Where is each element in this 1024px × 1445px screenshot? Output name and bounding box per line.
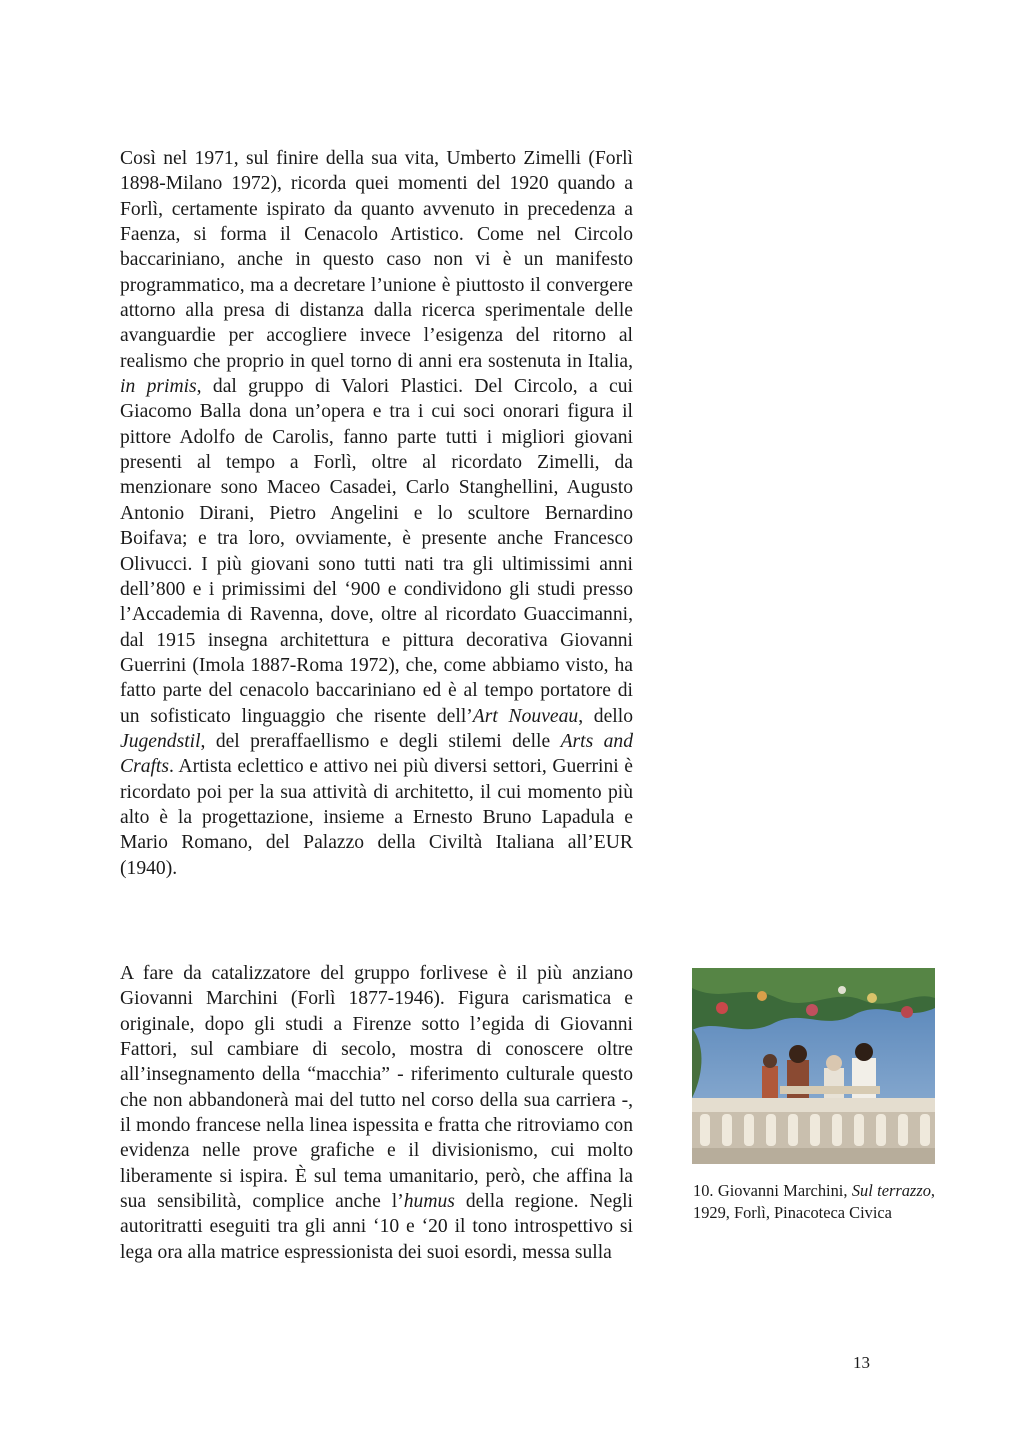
text-run: , 1929, Forlì, Pinacoteca Civica xyxy=(693,1181,935,1222)
page-number: 13 xyxy=(853,1353,870,1372)
italic-text: in primis xyxy=(120,376,197,398)
text-run: Così nel 1971, sul finire della sua vita, Umberto Zimelli (Forlì 1898-Milano 1972), ricorda quei momenti del 1920 quando a Forlì, certamente ispirato da quanto avvenuto in precedenza a Faenza, si forma il Cenacolo Artistico. Come nel Circolo baccariniano, anche in questo caso non vi è un manifesto programmatico, ma a decretare l’unione è piuttosto il convergere attorno alla presa di distanza dalla ricerca sperimentale delle avanguardie per accogliere invece l’esigenza del ritorno al realismo che proprio in quel torno di anni era sostenuta in Italia, xyxy=(120,148,633,372)
italic-text: Arts and Crafts xyxy=(120,730,633,778)
painting-sul-terrazzo-image xyxy=(692,968,935,1164)
text-run: A fare da catalizzatore del gruppo forlivese è il più anziano Giovanni Marchini (Forlì 1877-1946). Figura carismatica e originale, dopo gli studi a Firenze sotto l’egida di Giovanni Fattori, sul cambiare di secolo, mostra di conoscere oltre all’insegnamento della “macchia” - riferimento culturale questo che non abbandonerà mai del tutto nel corso della sua carriera -, il mondo francese nella linea ispessita e fratta che ritroviamo con evidenza nelle prove grafiche e il divisionismo, cui molto liberamente si ispira. È sul tema umanitario, però, che affina la sua sensibilità, complice anche l’ xyxy=(120,963,633,1213)
text-run: della regione. Negli autoritratti eseguiti tra gli anni ‘10 e ‘20 il tono introspettivo si lega ora alla matrice espressionista dei suoi esordi, messa sulla xyxy=(120,1191,633,1263)
italic-text: humus xyxy=(403,1191,455,1213)
italic-text: Jugendstil xyxy=(120,730,201,752)
text-run: 10. Giovanni Marchini, xyxy=(693,1181,852,1200)
italic-text: Art Nouveau xyxy=(472,705,579,727)
text-run: . Artista eclettico e attivo nei più diversi settori, Guerrini è ricordato poi per la sua attività di architetto, il cui momento più alto è la progettazione, insieme a Ernesto Bruno Lapadula e Mario Romano, del Palazzo della Civiltà Italiana all’EUR (1940). xyxy=(120,756,633,879)
painting-figure xyxy=(692,968,935,1164)
body-paragraph-1 xyxy=(120,146,633,881)
body-paragraph-2 xyxy=(120,961,633,1265)
figure-caption xyxy=(693,1180,935,1224)
text-run: , del preraffaellismo e degli stilemi delle xyxy=(200,730,561,752)
text-run: , dal gruppo di Valori Plastici. Del Circolo, a cui Giacomo Balla dona un’opera e tra i cui soci onorari figura il pittore Adolfo de Carolis, fanno parte tutti i migliori giovani presenti al tempo a Forlì, oltre al ricordato Zimelli, da menzionare sono Maceo Casadei, Carlo Stanghellini, Augusto Antonio Dirani, Pietro Angelini e lo scultore Bernardino Boifava; e tra loro, ovviamente, è presente anche Francesco Olivucci. I più giovani sono tutti nati tra gli ultimissimi anni dell’800 e i primissimi del ‘900 e condividono gli studi presso l’Accademia di Ravenna, dove, oltre al ricordato Guaccimanni, dal 1915 insegna architettura e pittura decorativa Giovanni Guerrini (Imola 1887-Roma 1972), che, come abbiamo visto, ha fatto parte del cenacolo baccariniano ed è al tempo portatore di un sofisticato linguaggio che risente dell’ xyxy=(120,376,633,727)
text-run: , dello xyxy=(578,705,633,727)
italic-text: Sul terrazzo xyxy=(851,1181,931,1200)
